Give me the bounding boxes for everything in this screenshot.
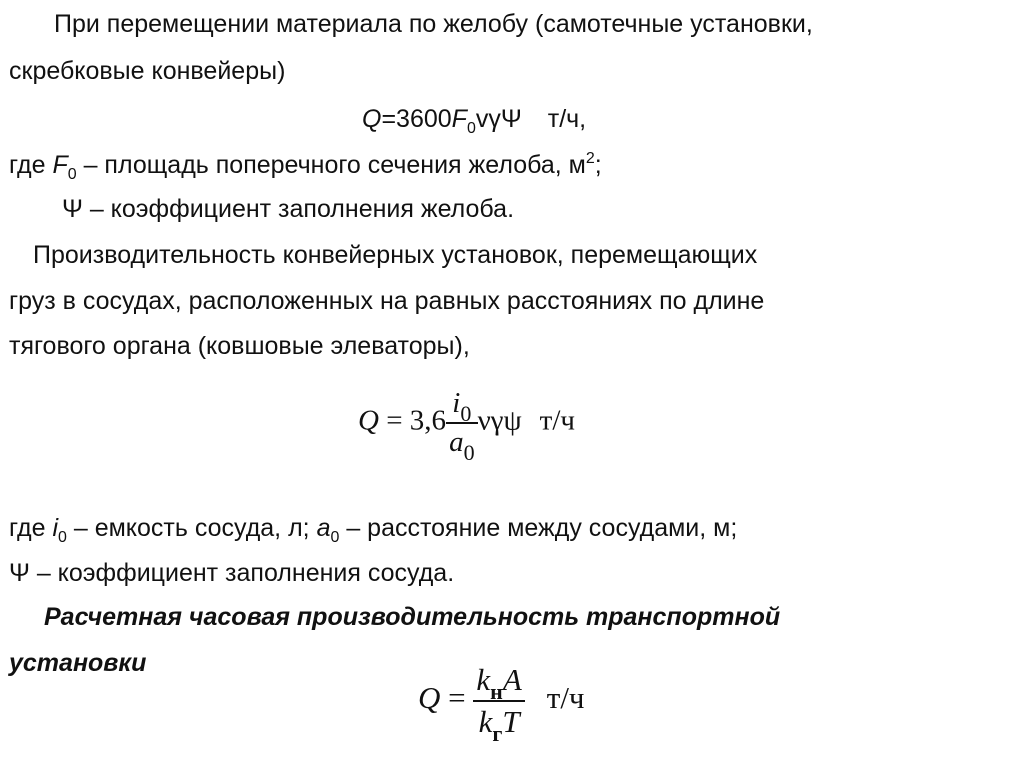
- definition-f-subscript: 0: [67, 166, 77, 183]
- formula-equals-coefficient: =3600: [381, 105, 452, 133]
- definition-end: ;: [594, 151, 602, 179]
- formula-2-i-subscript: 0: [460, 401, 472, 426]
- formula-3-t: T: [502, 704, 520, 739]
- formula-gravity-capacity: [362, 104, 587, 137]
- paragraph-2-line-3: тягового органа (ковшовые элеваторы),: [9, 332, 470, 360]
- definition-2-middle: – емкость сосуда, л;: [66, 514, 317, 542]
- definition-unit-power: 2: [585, 150, 595, 167]
- paragraph-2-line-1: Производительность конвейерных установок, перемещающих: [33, 241, 758, 269]
- formula-2-a-subscript: 0: [463, 440, 475, 465]
- formula-2-a: a: [449, 426, 464, 458]
- definition-psi-chute: Ψ – коэффициент заполнения желоба.: [62, 195, 515, 223]
- definition-f: F: [52, 151, 68, 179]
- definition-2-a-subscript: 0: [330, 529, 340, 546]
- formula-2-denominator: [446, 422, 478, 465]
- formula-3-k-subscript-g: г: [492, 721, 503, 746]
- definition-2-end: – расстояние между сосудами, м;: [339, 514, 738, 542]
- formula-3-k-subscript-n: н: [490, 679, 503, 704]
- formula-2-numerator: [446, 387, 478, 426]
- formula-3-k: k: [476, 662, 491, 697]
- formula-3-unit: т/ч: [546, 680, 585, 716]
- definition-prefix: где: [9, 151, 53, 179]
- formula-q: Q: [362, 105, 382, 133]
- heading-hourly-capacity-line-2: установки: [9, 649, 147, 677]
- formula-hourly-capacity: [418, 662, 585, 746]
- formula-unit: т/ч,: [547, 105, 587, 133]
- formula-3-equals: =: [440, 680, 474, 716]
- formula-2-fraction: [446, 387, 478, 465]
- formula-3-fraction: [473, 662, 524, 746]
- definition-f0: [9, 150, 602, 183]
- formula-2-variables: νγψ: [477, 404, 522, 437]
- definition-2-i: i: [52, 514, 58, 542]
- formula-2-unit: т/ч: [539, 404, 575, 437]
- definition-2-a: a: [316, 514, 331, 542]
- definition-2-i-subscript: 0: [58, 529, 67, 546]
- formula-2-equals: = 3,6: [378, 404, 447, 437]
- heading-hourly-capacity-line-1: Расчетная часовая производительность транспортной: [44, 603, 781, 631]
- formula-f: F: [451, 105, 467, 133]
- formula-elevator-capacity: [358, 387, 575, 465]
- formula-f-subscript: 0: [466, 120, 476, 137]
- formula-3-denominator: [473, 700, 524, 746]
- definition-f0-text: – площадь поперечного сечения желоба, м: [76, 151, 586, 179]
- paragraph-1-line-1: При перемещении материала по желобу (самотечные установки,: [54, 10, 813, 38]
- formula-2-q: Q: [358, 404, 379, 437]
- definition-psi-vessel: Ψ – коэффициент заполнения сосуда.: [9, 559, 455, 587]
- formula-3-q: Q: [418, 680, 441, 716]
- formula-variables: vγΨ: [475, 105, 522, 133]
- formula-2-i: i: [452, 387, 461, 419]
- formula-3-k-den: k: [478, 704, 493, 739]
- paragraph-1-line-2: скребковые конвейеры): [9, 57, 286, 85]
- paragraph-2-line-2: груз в сосудах, расположенных на равных расстояниях по длине: [9, 287, 765, 315]
- definition-i0-a0: [9, 513, 738, 546]
- formula-3-numerator: [473, 662, 524, 704]
- definition-2-prefix: где: [9, 514, 53, 542]
- formula-3-a: A: [502, 662, 522, 697]
